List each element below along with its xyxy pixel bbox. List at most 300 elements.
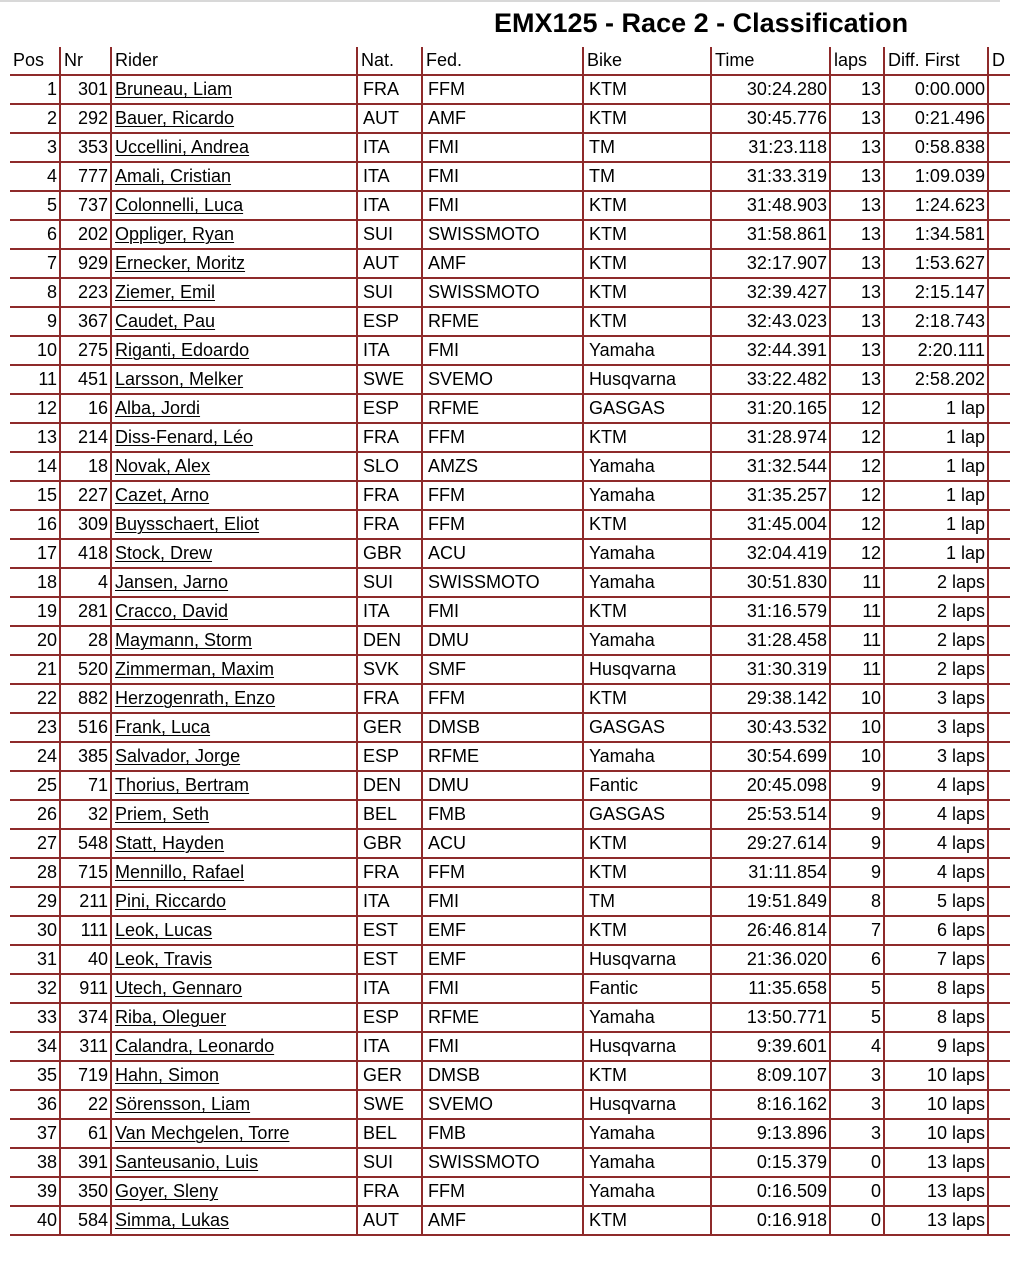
cell-time: 33:22.482 xyxy=(712,366,831,395)
cell-nr: 202 xyxy=(61,221,112,250)
cell-bike: GASGAS xyxy=(584,395,712,424)
cell-laps: 0 xyxy=(831,1149,885,1178)
rider-link[interactable]: Amali, Cristian xyxy=(112,163,358,192)
cell-nr: 350 xyxy=(61,1178,112,1207)
cell-nr: 32 xyxy=(61,801,112,830)
cell-fed: DMSB xyxy=(423,1062,584,1091)
rider-link[interactable]: Novak, Alex xyxy=(112,453,358,482)
cell-nr: 301 xyxy=(61,76,112,105)
cell-fed: AMF xyxy=(423,250,584,279)
table-row xyxy=(10,1149,1010,1178)
cell-diff-first: 2 laps xyxy=(885,656,989,685)
cell-laps: 9 xyxy=(831,830,885,859)
cell-time: 31:28.974 xyxy=(712,424,831,453)
cell-nr: 214 xyxy=(61,424,112,453)
rider-link[interactable]: Diss-Fenard, Léo xyxy=(112,424,358,453)
cell-pos: 20 xyxy=(10,627,61,656)
cell-next xyxy=(989,511,1010,540)
cell-next xyxy=(989,105,1010,134)
table-row xyxy=(10,366,1010,395)
cell-bike: Fantic xyxy=(584,975,712,1004)
cell-fed: FFM xyxy=(423,685,584,714)
rider-link[interactable]: Pini, Riccardo xyxy=(112,888,358,917)
cell-pos: 5 xyxy=(10,192,61,221)
cell-bike: GASGAS xyxy=(584,801,712,830)
cell-nr: 520 xyxy=(61,656,112,685)
cell-laps: 13 xyxy=(831,279,885,308)
cell-bike: KTM xyxy=(584,279,712,308)
rider-link[interactable]: Bruneau, Liam xyxy=(112,76,358,105)
cell-nr: 292 xyxy=(61,105,112,134)
cell-nr: 309 xyxy=(61,511,112,540)
rider-link[interactable]: Stock, Drew xyxy=(112,540,358,569)
cell-fed: ACU xyxy=(423,830,584,859)
cell-nr: 391 xyxy=(61,1149,112,1178)
cell-next xyxy=(989,801,1010,830)
cell-nat: SLO xyxy=(358,453,423,482)
cell-time: 29:38.142 xyxy=(712,685,831,714)
cell-laps: 8 xyxy=(831,888,885,917)
cell-bike: Yamaha xyxy=(584,482,712,511)
results-body xyxy=(10,76,1010,1236)
cell-pos: 22 xyxy=(10,685,61,714)
rider-link[interactable]: Priem, Seth xyxy=(112,801,358,830)
cell-fed: RFME xyxy=(423,395,584,424)
cell-nat: SUI xyxy=(358,221,423,250)
cell-time: 31:32.544 xyxy=(712,453,831,482)
col-header-bike: Bike xyxy=(584,47,712,76)
cell-bike: Husqvarna xyxy=(584,1033,712,1062)
cell-bike: Yamaha xyxy=(584,743,712,772)
table-row xyxy=(10,627,1010,656)
cell-fed: FMI xyxy=(423,163,584,192)
table-row xyxy=(10,250,1010,279)
cell-nat: ITA xyxy=(358,337,423,366)
table-row xyxy=(10,221,1010,250)
table-row xyxy=(10,772,1010,801)
rider-link[interactable]: Colonnelli, Luca xyxy=(112,192,358,221)
cell-next xyxy=(989,308,1010,337)
rider-link[interactable]: Frank, Luca xyxy=(112,714,358,743)
cell-next xyxy=(989,134,1010,163)
cell-diff-first: 13 laps xyxy=(885,1207,989,1236)
table-row xyxy=(10,76,1010,105)
cell-diff-first: 8 laps xyxy=(885,975,989,1004)
rider-link[interactable]: Van Mechgelen, Torre xyxy=(112,1120,358,1149)
cell-laps: 11 xyxy=(831,627,885,656)
cell-diff-first: 13 laps xyxy=(885,1149,989,1178)
cell-diff-first: 10 laps xyxy=(885,1062,989,1091)
cell-laps: 3 xyxy=(831,1062,885,1091)
table-row xyxy=(10,1091,1010,1120)
cell-diff-first: 1:53.627 xyxy=(885,250,989,279)
cell-pos: 24 xyxy=(10,743,61,772)
cell-laps: 4 xyxy=(831,1033,885,1062)
cell-nr: 211 xyxy=(61,888,112,917)
cell-next xyxy=(989,1004,1010,1033)
cell-laps: 12 xyxy=(831,424,885,453)
rider-link[interactable]: Ernecker, Moritz xyxy=(112,250,358,279)
cell-nr: 367 xyxy=(61,308,112,337)
cell-nat: SUI xyxy=(358,569,423,598)
table-row xyxy=(10,105,1010,134)
table-row xyxy=(10,598,1010,627)
cell-fed: FFM xyxy=(423,424,584,453)
col-header-nr: Nr xyxy=(61,47,112,76)
cell-next xyxy=(989,540,1010,569)
rider-link[interactable]: Leok, Lucas xyxy=(112,917,358,946)
cell-bike: KTM xyxy=(584,859,712,888)
rider-link[interactable]: Statt, Hayden xyxy=(112,830,358,859)
cell-laps: 10 xyxy=(831,714,885,743)
cell-nr: 111 xyxy=(61,917,112,946)
cell-bike: KTM xyxy=(584,105,712,134)
cell-diff-first: 4 laps xyxy=(885,859,989,888)
cell-time: 13:50.771 xyxy=(712,1004,831,1033)
cell-diff-first: 10 laps xyxy=(885,1091,989,1120)
cell-laps: 3 xyxy=(831,1120,885,1149)
cell-pos: 23 xyxy=(10,714,61,743)
cell-nat: ITA xyxy=(358,598,423,627)
cell-bike: KTM xyxy=(584,424,712,453)
cell-laps: 13 xyxy=(831,105,885,134)
cell-diff-first: 2:58.202 xyxy=(885,366,989,395)
cell-laps: 13 xyxy=(831,366,885,395)
cell-pos: 33 xyxy=(10,1004,61,1033)
col-header-pos: Pos xyxy=(10,47,61,76)
rider-link[interactable]: Riba, Oleguer xyxy=(112,1004,358,1033)
cell-nat: ITA xyxy=(358,975,423,1004)
cell-bike: KTM xyxy=(584,685,712,714)
cell-pos: 1 xyxy=(10,76,61,105)
col-header-diff-first: Diff. First xyxy=(885,47,989,76)
cell-time: 29:27.614 xyxy=(712,830,831,859)
cell-diff-first: 0:58.838 xyxy=(885,134,989,163)
cell-next xyxy=(989,1091,1010,1120)
cell-bike: KTM xyxy=(584,76,712,105)
cell-laps: 10 xyxy=(831,743,885,772)
cell-nr: 548 xyxy=(61,830,112,859)
cell-fed: ACU xyxy=(423,540,584,569)
cell-nat: FRA xyxy=(358,685,423,714)
cell-next xyxy=(989,279,1010,308)
cell-nr: 22 xyxy=(61,1091,112,1120)
cell-fed: FMI xyxy=(423,134,584,163)
cell-pos: 15 xyxy=(10,482,61,511)
cell-next xyxy=(989,1062,1010,1091)
cell-bike: KTM xyxy=(584,308,712,337)
cell-diff-first: 1 lap xyxy=(885,453,989,482)
cell-next xyxy=(989,221,1010,250)
cell-pos: 27 xyxy=(10,830,61,859)
cell-nat: DEN xyxy=(358,772,423,801)
rider-link[interactable]: Bauer, Ricardo xyxy=(112,105,358,134)
cell-bike: Fantic xyxy=(584,772,712,801)
cell-fed: SVEMO xyxy=(423,366,584,395)
table-row xyxy=(10,482,1010,511)
rider-link[interactable]: Alba, Jordi xyxy=(112,395,358,424)
rider-link[interactable]: Simma, Lukas xyxy=(112,1207,358,1236)
cell-nr: 28 xyxy=(61,627,112,656)
rider-link[interactable]: Zimmerman, Maxim xyxy=(112,656,358,685)
table-row xyxy=(10,830,1010,859)
cell-nr: 61 xyxy=(61,1120,112,1149)
table-row xyxy=(10,685,1010,714)
cell-bike: TM xyxy=(584,134,712,163)
rider-link[interactable]: Ziemer, Emil xyxy=(112,279,358,308)
rider-link[interactable]: Utech, Gennaro xyxy=(112,975,358,1004)
cell-next xyxy=(989,1207,1010,1236)
rider-link[interactable]: Herzogenrath, Enzo xyxy=(112,685,358,714)
cell-laps: 0 xyxy=(831,1207,885,1236)
cell-pos: 40 xyxy=(10,1207,61,1236)
cell-laps: 13 xyxy=(831,76,885,105)
cell-pos: 7 xyxy=(10,250,61,279)
cell-bike: Husqvarna xyxy=(584,656,712,685)
table-row xyxy=(10,801,1010,830)
table-row xyxy=(10,1062,1010,1091)
cell-nat: GER xyxy=(358,1062,423,1091)
cell-pos: 3 xyxy=(10,134,61,163)
cell-nat: ESP xyxy=(358,395,423,424)
cell-nat: GER xyxy=(358,714,423,743)
rider-link[interactable]: Salvador, Jorge xyxy=(112,743,358,772)
cell-next xyxy=(989,975,1010,1004)
cell-fed: FMI xyxy=(423,598,584,627)
cell-bike: KTM xyxy=(584,1062,712,1091)
cell-pos: 19 xyxy=(10,598,61,627)
cell-laps: 13 xyxy=(831,163,885,192)
cell-next xyxy=(989,453,1010,482)
cell-diff-first: 2:18.743 xyxy=(885,308,989,337)
cell-next xyxy=(989,888,1010,917)
cell-bike: TM xyxy=(584,888,712,917)
cell-pos: 13 xyxy=(10,424,61,453)
rider-link[interactable]: Leok, Travis xyxy=(112,946,358,975)
cell-time: 21:36.020 xyxy=(712,946,831,975)
cell-nat: AUT xyxy=(358,1207,423,1236)
cell-nr: 311 xyxy=(61,1033,112,1062)
cell-time: 8:16.162 xyxy=(712,1091,831,1120)
cell-laps: 0 xyxy=(831,1178,885,1207)
cell-next xyxy=(989,946,1010,975)
cell-nat: FRA xyxy=(358,76,423,105)
rider-link[interactable]: Santeusanio, Luis xyxy=(112,1149,358,1178)
table-row xyxy=(10,337,1010,366)
cell-nat: FRA xyxy=(358,424,423,453)
cell-time: 26:46.814 xyxy=(712,917,831,946)
rider-link[interactable]: Hahn, Simon xyxy=(112,1062,358,1091)
cell-pos: 6 xyxy=(10,221,61,250)
cell-next xyxy=(989,482,1010,511)
table-row xyxy=(10,1120,1010,1149)
cell-pos: 18 xyxy=(10,569,61,598)
cell-diff-first: 2 laps xyxy=(885,627,989,656)
table-row xyxy=(10,511,1010,540)
cell-fed: EMF xyxy=(423,946,584,975)
cell-pos: 37 xyxy=(10,1120,61,1149)
cell-laps: 13 xyxy=(831,192,885,221)
col-header-time: Time xyxy=(712,47,831,76)
cell-next xyxy=(989,656,1010,685)
table-row xyxy=(10,1207,1010,1236)
cell-laps: 12 xyxy=(831,453,885,482)
cell-fed: SVEMO xyxy=(423,1091,584,1120)
cell-nat: FRA xyxy=(358,511,423,540)
cell-laps: 12 xyxy=(831,482,885,511)
cell-laps: 9 xyxy=(831,772,885,801)
table-row xyxy=(10,163,1010,192)
table-row xyxy=(10,134,1010,163)
cell-fed: FFM xyxy=(423,482,584,511)
cell-laps: 13 xyxy=(831,221,885,250)
cell-time: 32:43.023 xyxy=(712,308,831,337)
cell-time: 30:51.830 xyxy=(712,569,831,598)
cell-diff-first: 0:00.000 xyxy=(885,76,989,105)
cell-laps: 13 xyxy=(831,337,885,366)
table-row xyxy=(10,424,1010,453)
cell-bike: KTM xyxy=(584,598,712,627)
cell-next xyxy=(989,366,1010,395)
cell-laps: 5 xyxy=(831,1004,885,1033)
cell-diff-first: 1 lap xyxy=(885,540,989,569)
cell-next xyxy=(989,337,1010,366)
cell-time: 9:39.601 xyxy=(712,1033,831,1062)
rider-link[interactable]: Cracco, David xyxy=(112,598,358,627)
cell-diff-first: 1:34.581 xyxy=(885,221,989,250)
cell-time: 31:35.257 xyxy=(712,482,831,511)
rider-link[interactable]: Jansen, Jarno xyxy=(112,569,358,598)
cell-nr: 40 xyxy=(61,946,112,975)
cell-nr: 275 xyxy=(61,337,112,366)
cell-nr: 353 xyxy=(61,134,112,163)
rider-link[interactable]: Goyer, Sleny xyxy=(112,1178,358,1207)
cell-next xyxy=(989,1033,1010,1062)
rider-link[interactable]: Riganti, Edoardo xyxy=(112,337,358,366)
cell-nr: 516 xyxy=(61,714,112,743)
cell-fed: FMI xyxy=(423,192,584,221)
cell-next xyxy=(989,163,1010,192)
cell-bike: Yamaha xyxy=(584,627,712,656)
cell-fed: FFM xyxy=(423,859,584,888)
rider-link[interactable]: Sörensson, Liam xyxy=(112,1091,358,1120)
cell-nat: ITA xyxy=(358,134,423,163)
cell-next xyxy=(989,859,1010,888)
cell-nat: FRA xyxy=(358,482,423,511)
cell-next xyxy=(989,917,1010,946)
cell-diff-first: 6 laps xyxy=(885,917,989,946)
cell-laps: 9 xyxy=(831,859,885,888)
cell-next xyxy=(989,569,1010,598)
cell-time: 31:48.903 xyxy=(712,192,831,221)
cell-diff-first: 13 laps xyxy=(885,1178,989,1207)
cell-nat: GBR xyxy=(358,540,423,569)
cell-nat: AUT xyxy=(358,250,423,279)
table-row xyxy=(10,946,1010,975)
cell-diff-first: 4 laps xyxy=(885,830,989,859)
cell-time: 9:13.896 xyxy=(712,1120,831,1149)
cell-next xyxy=(989,743,1010,772)
cell-pos: 39 xyxy=(10,1178,61,1207)
cell-diff-first: 8 laps xyxy=(885,1004,989,1033)
cell-time: 32:17.907 xyxy=(712,250,831,279)
rider-link[interactable]: Larsson, Melker xyxy=(112,366,358,395)
cell-nr: 584 xyxy=(61,1207,112,1236)
cell-fed: FMB xyxy=(423,801,584,830)
rider-link[interactable]: Maymann, Storm xyxy=(112,627,358,656)
rider-link[interactable]: Uccellini, Andrea xyxy=(112,134,358,163)
cell-pos: 2 xyxy=(10,105,61,134)
cell-laps: 13 xyxy=(831,308,885,337)
cell-bike: Husqvarna xyxy=(584,366,712,395)
cell-fed: FFM xyxy=(423,76,584,105)
cell-nat: ESP xyxy=(358,1004,423,1033)
col-header-rider: Rider xyxy=(112,47,358,76)
rider-link[interactable]: Cazet, Arno xyxy=(112,482,358,511)
table-row xyxy=(10,540,1010,569)
cell-bike: KTM xyxy=(584,1207,712,1236)
cell-nat: FRA xyxy=(358,859,423,888)
cell-time: 31:33.319 xyxy=(712,163,831,192)
cell-time: 32:39.427 xyxy=(712,279,831,308)
rider-link[interactable]: Buysschaert, Eliot xyxy=(112,511,358,540)
cell-time: 32:04.419 xyxy=(712,540,831,569)
cell-pos: 12 xyxy=(10,395,61,424)
classification-table xyxy=(10,47,1010,1236)
cell-fed: AMZS xyxy=(423,453,584,482)
cell-nr: 451 xyxy=(61,366,112,395)
cell-pos: 4 xyxy=(10,163,61,192)
cell-nat: ITA xyxy=(358,163,423,192)
cell-nr: 281 xyxy=(61,598,112,627)
table-row xyxy=(10,975,1010,1004)
cell-time: 31:11.854 xyxy=(712,859,831,888)
cell-nat: SUI xyxy=(358,279,423,308)
cell-time: 30:54.699 xyxy=(712,743,831,772)
cell-pos: 11 xyxy=(10,366,61,395)
cell-fed: FMI xyxy=(423,975,584,1004)
cell-nat: ESP xyxy=(358,743,423,772)
cell-pos: 34 xyxy=(10,1033,61,1062)
rider-link[interactable]: Caudet, Pau xyxy=(112,308,358,337)
cell-next xyxy=(989,1149,1010,1178)
cell-nr: 227 xyxy=(61,482,112,511)
cell-bike: KTM xyxy=(584,830,712,859)
rider-link[interactable]: Mennillo, Rafael xyxy=(112,859,358,888)
rider-link[interactable]: Calandra, Leonardo xyxy=(112,1033,358,1062)
cell-nr: 223 xyxy=(61,279,112,308)
rider-link[interactable]: Oppliger, Ryan xyxy=(112,221,358,250)
cell-nat: EST xyxy=(358,917,423,946)
cell-fed: SWISSMOTO xyxy=(423,1149,584,1178)
col-header-laps: laps xyxy=(831,47,885,76)
rider-link[interactable]: Thorius, Bertram xyxy=(112,772,358,801)
cell-bike: KTM xyxy=(584,221,712,250)
top-divider xyxy=(0,0,1000,2)
table-row xyxy=(10,714,1010,743)
cell-diff-first: 1 lap xyxy=(885,424,989,453)
cell-pos: 38 xyxy=(10,1149,61,1178)
cell-nr: 18 xyxy=(61,453,112,482)
cell-bike: GASGAS xyxy=(584,714,712,743)
cell-fed: AMF xyxy=(423,1207,584,1236)
cell-bike: Husqvarna xyxy=(584,946,712,975)
cell-bike: KTM xyxy=(584,192,712,221)
cell-pos: 36 xyxy=(10,1091,61,1120)
cell-time: 32:44.391 xyxy=(712,337,831,366)
cell-laps: 12 xyxy=(831,540,885,569)
cell-next xyxy=(989,772,1010,801)
